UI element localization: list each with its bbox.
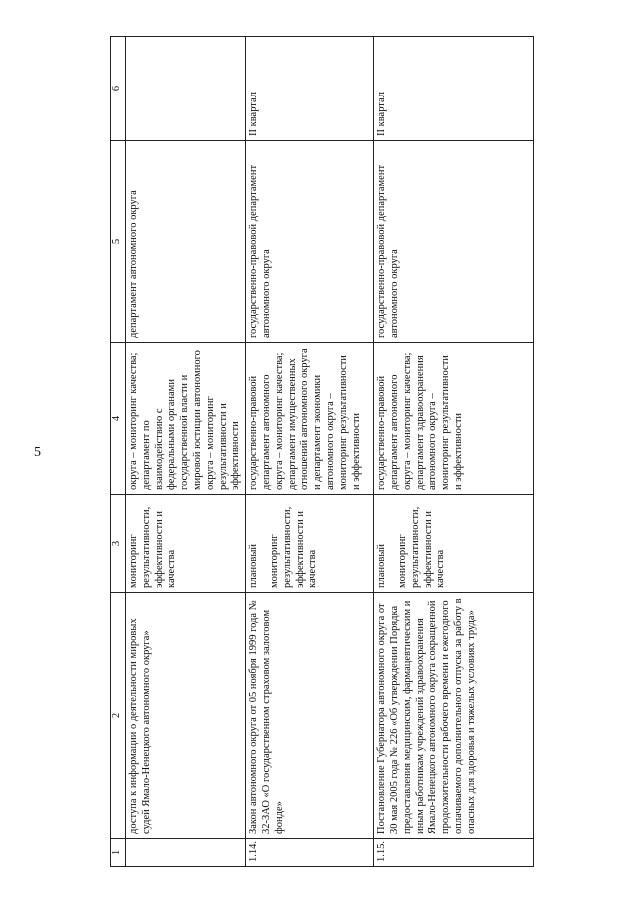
coexecutor-cell: департамент автономного округа <box>126 141 246 343</box>
responsible-cell: государственно-правовой департамент автономного округа – мониторинг качества; департамент имущественных отношений автономного округа и департамент экономики автономного округа – мониторинг результативности и эффективности <box>246 343 374 495</box>
document-cell: Закон автономного округа от 05 ноября 1999 года № 32-ЗАО «О государственном страховом залоговом фонде» <box>246 593 374 839</box>
column-number: 2 <box>111 593 126 839</box>
page-number: 5 <box>34 445 41 460</box>
column-number-row <box>111 37 126 867</box>
page-body <box>110 37 530 867</box>
row-number: 1.15. <box>374 839 534 867</box>
column-number: 4 <box>111 343 126 495</box>
document-cell: Постановление Губернатора автономного округа от 30 мая 2005 года № 226 «Об утверждении Порядка предоставления медицинским, фармацевтическим и иным работникам учреждений здравоохранения Ямало-Ненецкого автономного округа сокращенной продолжительности рабочего времени и ежегодного оплачиваемого дополнительного отпуска за работу в опасных для здоровья и тяжелых условиях труда» <box>374 593 534 839</box>
method-scope: мониторинг результативности, эффективности и качества <box>268 506 319 588</box>
column-number: 3 <box>111 495 126 593</box>
monitoring-plan-table <box>110 36 534 867</box>
responsible-cell: государственно-правовой департамент автономного округа – мониторинг качества; департамент здравоохранения автономного округа – мониторинг результативности и эффективности <box>374 343 534 495</box>
column-number: 1 <box>111 839 126 867</box>
method-scope: мониторинг результативности, эффективности и качества <box>396 506 447 588</box>
method-type: плановый <box>376 543 388 588</box>
table-row <box>126 37 246 867</box>
term-cell <box>126 37 246 141</box>
table-row <box>374 37 534 867</box>
document-cell: доступа к информации о деятельности мировых судей Ямало-Ненецкого автономного округа» <box>126 593 246 839</box>
responsible-cell: округа – мониторинг качества; департамент по взаимодействию с федеральными органами государственной власти и мировой юстиции автономного округа – мониторинг результативности и эффективности <box>126 343 246 495</box>
row-number <box>126 839 246 867</box>
column-number: 5 <box>111 141 126 343</box>
term-cell: II квартал <box>374 37 534 141</box>
method-cell <box>246 495 374 593</box>
method-type: плановый <box>248 543 260 588</box>
method-type: мониторинг результативности, эффективности и качества <box>128 506 178 588</box>
row-number: 1.14. <box>246 839 374 867</box>
table-row <box>246 37 374 867</box>
coexecutor-cell: государственно-правовой департамент автономного округа <box>374 141 534 343</box>
method-cell <box>374 495 534 593</box>
column-number: 6 <box>111 37 126 141</box>
method-cell <box>126 495 246 593</box>
term-cell: II квартал <box>246 37 374 141</box>
coexecutor-cell: государственно-правовой департамент автономного округа <box>246 141 374 343</box>
